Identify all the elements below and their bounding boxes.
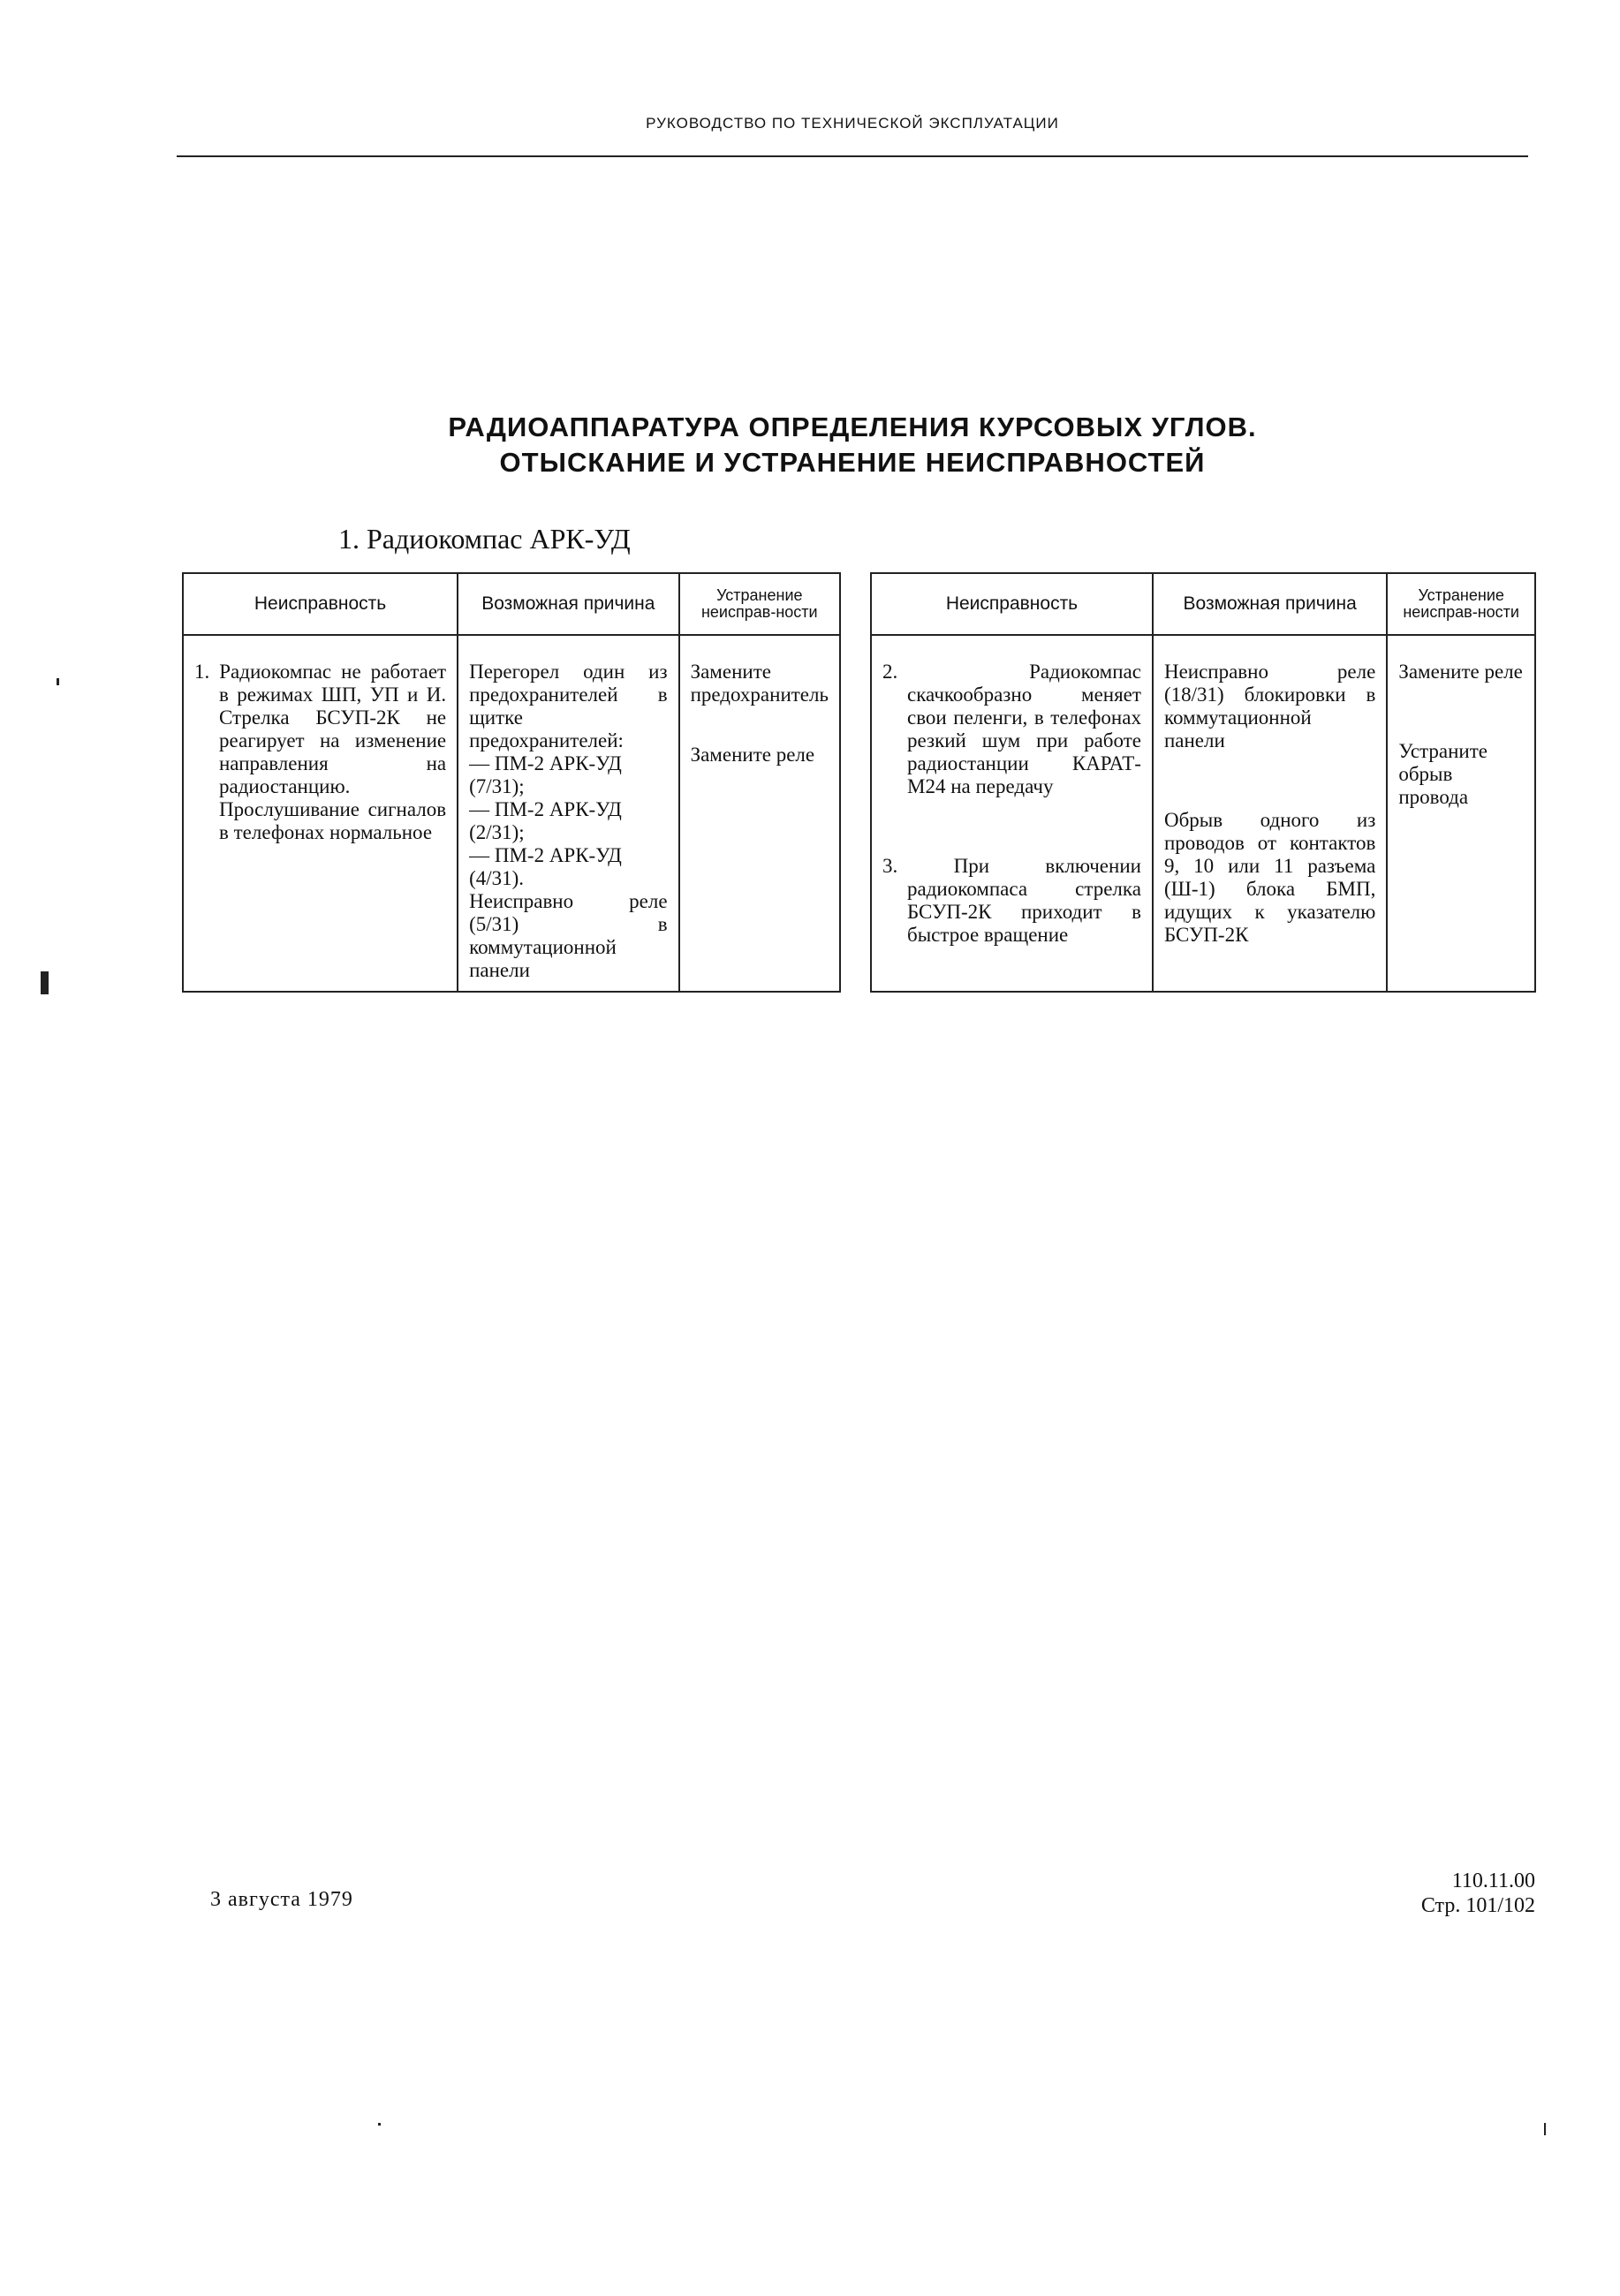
- title-line-1: РАДИОАППАРАТУРА ОПРЕДЕЛЕНИЯ КУРСОВЫХ УГЛОВ.: [448, 412, 1257, 442]
- header-rule: [177, 155, 1528, 157]
- fix-text: Устраните обрыв провода: [1398, 740, 1488, 808]
- fix-text: Замените реле: [1398, 661, 1523, 683]
- scan-speck: [1544, 2123, 1546, 2135]
- fix-cell: [1387, 635, 1535, 992]
- column-header-fault: Неисправность: [871, 573, 1153, 635]
- running-header: РУКОВОДСТВО ПО ТЕХНИЧЕСКОЙ ЭКСПЛУАТАЦИИ: [646, 115, 1059, 132]
- fault-table-left: [182, 572, 841, 993]
- fault-text: 1. Радиокомпас не работает в режимах ШП, УП и И. Стрелка БСУП-2К не реагирует на изменение направления на радиостанцию. Прослушивание сигналов в телефонах нормальное: [194, 661, 447, 843]
- page-number: Стр. 101/102: [1420, 1894, 1535, 1917]
- cause-cell: [1153, 635, 1387, 992]
- cause-text: Неисправно реле (5/31) в коммутационной панели: [469, 890, 668, 981]
- table-row: [183, 635, 840, 992]
- fault-text: 3. При включении радиокомпаса стрелка БСУП-2К приходит в быстрое вращение: [882, 855, 1141, 946]
- fix-text: Замените предохранитель: [690, 661, 829, 706]
- footer-document-code: [1421, 1869, 1535, 1918]
- column-header-cause: Возможная причина: [1153, 573, 1387, 635]
- document-title: [177, 410, 1528, 480]
- cause-text: Неисправно реле (18/31) блокировки в коммутационной панели: [1163, 661, 1376, 751]
- fault-table-right: [870, 572, 1536, 993]
- scan-speck: [57, 678, 59, 685]
- cause-text: Обрыв одного из проводов от контактов 9, 10 или 11 разъема (Ш-1) блока БМП, идущих к указателю БСУП-2К: [1163, 809, 1376, 946]
- column-header-fix: Устранение неисправ-ности: [679, 573, 840, 635]
- fault-cell: [183, 635, 458, 992]
- scan-speck: [378, 2123, 381, 2126]
- fault-text: 2. Радиокомпас скачкообразно меняет свои пеленги, в телефонах резкий шум при работе радиостанции КАРАТ-М24 на передачу: [882, 661, 1141, 797]
- section-heading: 1. Радиокомпас АРК-УД: [338, 523, 631, 555]
- footer-date: 3 августа 1979: [210, 1888, 353, 1911]
- table-header-row: [183, 573, 840, 635]
- column-header-fault: Неисправность: [183, 573, 458, 635]
- fix-text: Замените реле: [690, 744, 815, 766]
- cause-list-item: — ПМ-2 АРК-УД (7/31);: [469, 752, 622, 797]
- cause-list-item: — ПМ-2 АРК-УД (4/31).: [469, 844, 622, 889]
- column-header-cause: Возможная причина: [458, 573, 678, 635]
- title-line-2: ОТЫСКАНИЕ И УСТРАНЕНИЕ НЕИСПРАВНОСТЕЙ: [499, 447, 1206, 478]
- table-header-row: [871, 573, 1535, 635]
- table-row: [871, 635, 1535, 992]
- cause-cell: [458, 635, 678, 992]
- fault-cell: [871, 635, 1153, 992]
- fix-cell: [679, 635, 840, 992]
- cause-list-item: — ПМ-2 АРК-УД (2/31);: [469, 798, 622, 843]
- scan-mark: [41, 971, 49, 994]
- document-code: 110.11.00: [1451, 1869, 1535, 1892]
- column-header-fix: Устранение неисправ-ности: [1387, 573, 1535, 635]
- cause-text: Перегорел один из предохранителей в щитке предохранителей:: [469, 661, 668, 751]
